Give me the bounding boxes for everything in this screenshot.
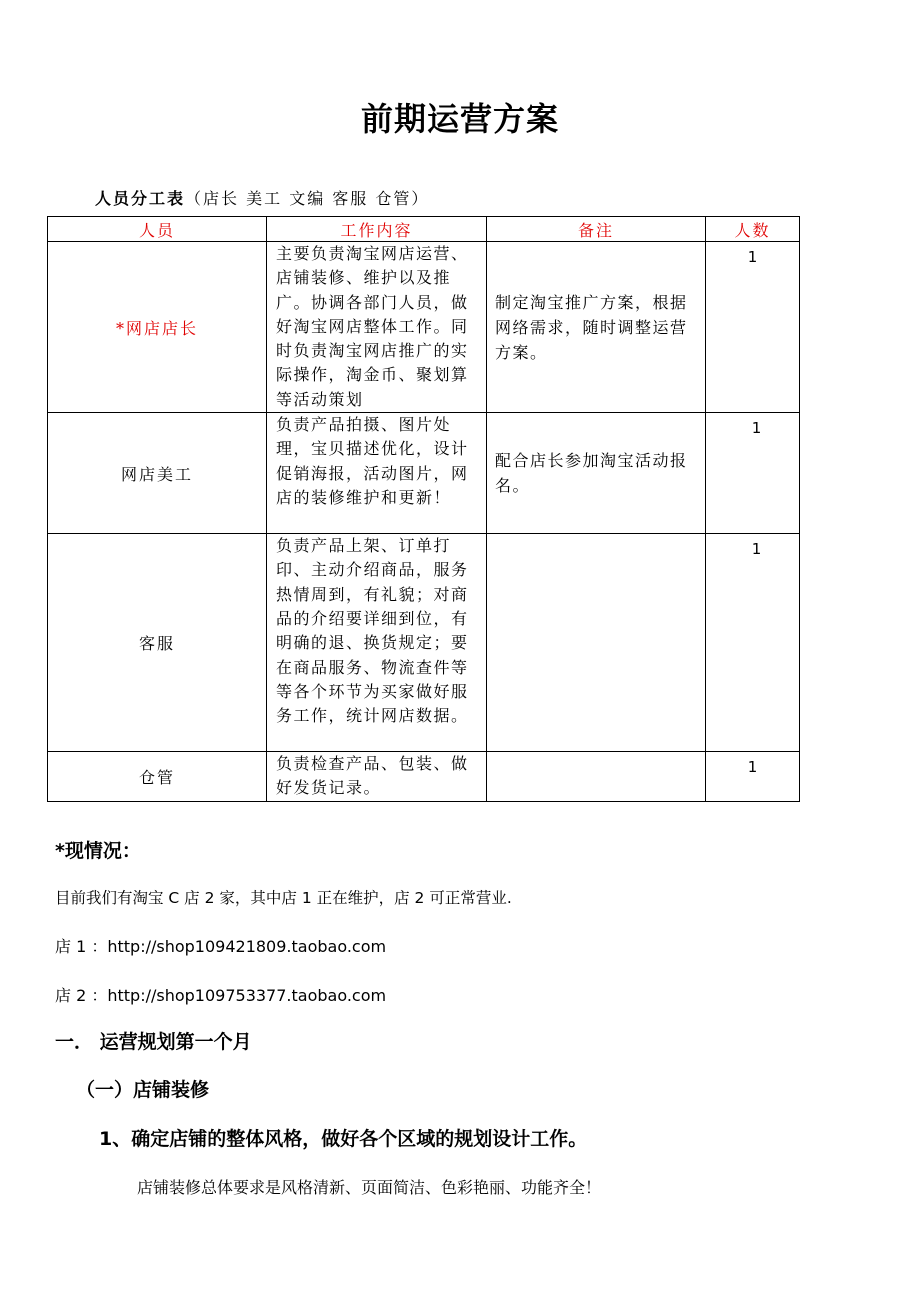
situation-text: 目前我们有淘宝 C 店 2 家，其中店 1 正在维护，店 2 可正常营业. <box>55 889 512 907</box>
staff-table <box>47 216 800 802</box>
shop2-link: 店 2 ：http://shop109753377.taobao.com <box>55 986 387 1005</box>
header-note: 备注 <box>487 217 706 242</box>
duty-cell: 负责检查产品、包装、做好发货记录。 <box>267 752 487 802</box>
count-cell: 1 <box>706 534 800 752</box>
section-heading: 一． 运营规划第一个月 <box>55 1031 252 1053</box>
header-count: 人数 <box>706 217 800 242</box>
shop1-link: 店 1 ：http://shop109421809.taobao.com <box>55 937 387 956</box>
duty-cell: 负责产品拍摄、图片处理，宝贝描述优化，设计促销海报，活动图片，网店的装修维护和更新！ <box>267 413 487 534</box>
note-cell: 配合店长参加淘宝活动报名。 <box>487 413 706 534</box>
role-cell: *网店店长 <box>48 242 267 413</box>
table-row <box>48 242 800 413</box>
table-caption <box>95 186 429 209</box>
table-row <box>48 752 800 802</box>
count-cell: 1 <box>706 752 800 802</box>
note-cell <box>487 752 706 802</box>
situation-heading: *现情况： <box>55 840 141 862</box>
header-duty: 工作内容 <box>267 217 487 242</box>
count-cell: 1 <box>706 413 800 534</box>
subsection-heading: （一）店铺装修 <box>76 1079 210 1101</box>
note-cell: 制定淘宝推广方案，根据网络需求，随时调整运营方案。 <box>487 242 706 413</box>
page-title: 前期运营方案 <box>360 100 559 138</box>
table-caption-roles: （店长 美工 文编 客服 仓管） <box>185 189 430 208</box>
table-row <box>48 413 800 534</box>
table-caption-title: 人员分工表 <box>95 189 186 208</box>
note-cell <box>487 534 706 752</box>
duty-cell: 负责产品上架、订单打印、主动介绍商品，服务热情周到，有礼貌；对商品的介绍要详细到位，有明确的退、换货规定；要在商品服务、物流查件等等各个环节为买家做好服务工作，统计网店数据。 <box>267 534 487 752</box>
item-text: 店铺装修总体要求是风格清新、页面简洁、色彩艳丽、功能齐全！ <box>137 1178 602 1197</box>
count-cell: 1 <box>706 242 800 413</box>
table-row <box>48 534 800 752</box>
table-header-row <box>48 217 800 242</box>
role-cell: 仓管 <box>48 752 267 802</box>
duty-cell: 主要负责淘宝网店运营、店铺装修、维护以及推广。协调各部门人员，做好淘宝网店整体工作。同时负责淘宝网店推广的实际操作，淘金币、聚划算等活动策划 <box>267 242 487 413</box>
role-cell: 客服 <box>48 534 267 752</box>
header-role: 人员 <box>48 217 267 242</box>
role-cell: 网店美工 <box>48 413 267 534</box>
item-heading: 1、确定店铺的整体风格，做好各个区域的规划设计工作。 <box>99 1128 588 1150</box>
